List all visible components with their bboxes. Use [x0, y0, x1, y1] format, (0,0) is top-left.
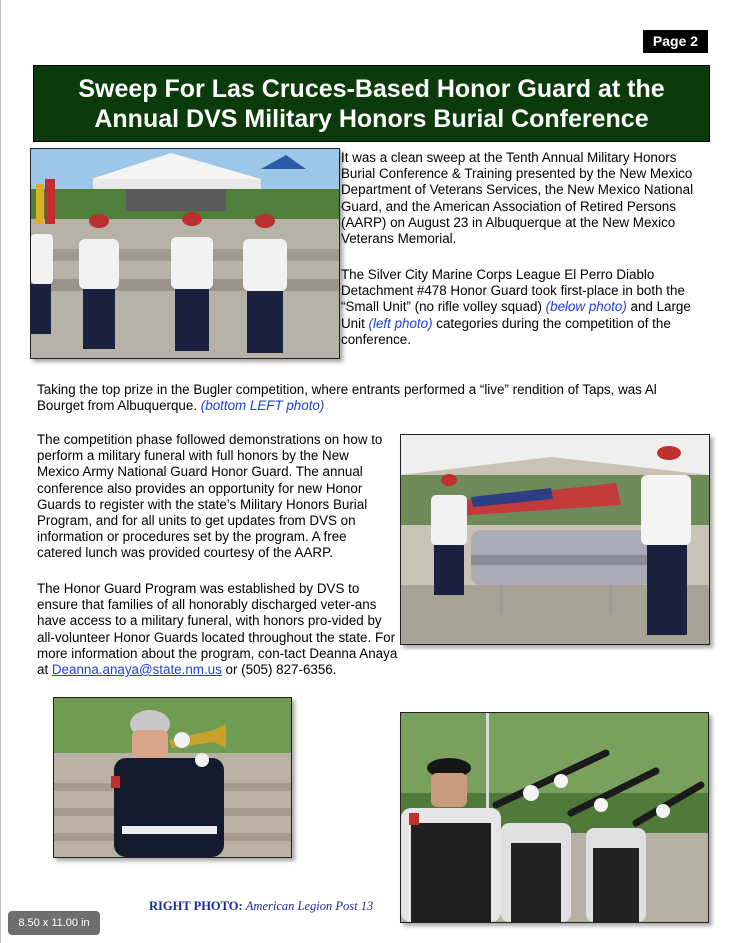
winners-paragraph: [341, 267, 713, 348]
bottom-left-photo-reference: (bottom LEFT photo): [200, 398, 325, 414]
below-photo-reference: (below photo): [545, 299, 627, 315]
program-text-a: The Honor Guard Program was established by DVS to ensure that families of all honorably discharged veter-ans have access to a military funeral, with honors pro-vided by all-volunteer Honor Guards located throughout the state. For more information about the program, con-tact Deanna Anaya at: [37, 581, 398, 678]
page-number-label: Page 2: [643, 30, 708, 53]
left-photo-reference: (left photo): [368, 315, 433, 331]
winners-text-c: categories during the competition of the conference.: [341, 315, 671, 347]
right-photo-caption: [149, 899, 399, 914]
program-text-b: or (505) 827-6356.: [221, 662, 337, 678]
photo-rifle-volley: [400, 712, 709, 923]
competition-paragraph: The competition phase followed demonstrations on how to perform a military funeral with full honors by the New Mexico Army National Guard Honor Guard. The annual conference also provides an opportunity for new Honor Guards to register with the state’s Military Honors Burial Program, and for all units to get updates from DVS on information or procedures set by the program. A free catered lunch was provided courtesy of the AARP.: [37, 432, 383, 561]
caption-label: RIGHT PHOTO:: [149, 899, 243, 913]
photo-large-unit-honor-guard: [30, 148, 340, 359]
program-paragraph: [37, 581, 399, 678]
intro-paragraph: It was a clean sweep at the Tenth Annual Military Honors Burial Conference & Training presented by the New Mexico Department of Veterans Services, the New Mexico National Guard, and the American Association of Retired Persons (AARP) on August 23 in Albuquerque at the New Mexico Veterans Memorial.: [341, 150, 694, 247]
contact-email-link[interactable]: Deanna.anaya@state.nm.us: [51, 662, 222, 678]
caption-text: American Legion Post 13: [245, 899, 374, 913]
article-title: Sweep For Las Cruces-Based Honor Guard at the Annual DVS Military Honors Burial Conference: [33, 65, 710, 142]
photo-small-unit-flag-folding: [400, 434, 710, 645]
photo-bugler: [53, 697, 292, 858]
page-size-badge: 8.50 x 11.00 in: [8, 911, 100, 935]
bugler-paragraph: [37, 382, 707, 414]
winners-text-a: The Silver City Marine Corps League El Perro Diablo Detachment #478 Honor Guard took first-place in both the “Small Unit” (no rifle volley squad): [341, 267, 685, 315]
winners-text-b: and Large Unit: [341, 299, 691, 331]
bugler-text: Taking the top prize in the Bugler competition, where entrants performed a “live” rendition of Taps, was Al Bourget from Albuquerque.: [37, 382, 657, 414]
